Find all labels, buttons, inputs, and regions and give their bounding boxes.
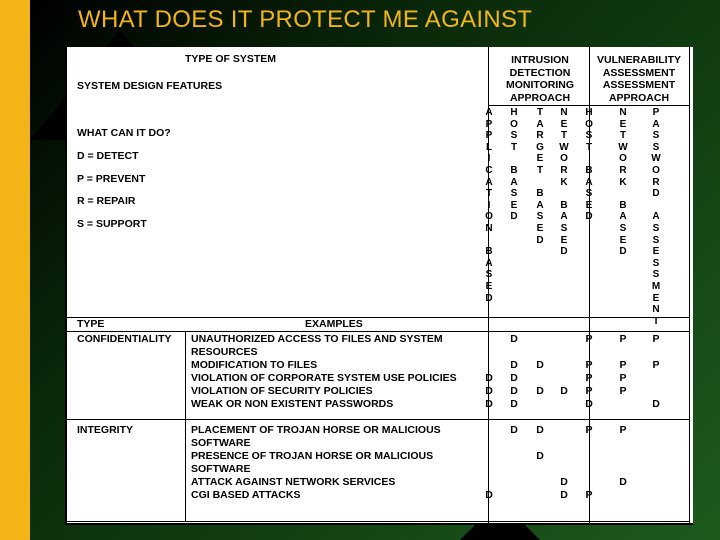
header-line: APPROACH (509, 91, 571, 104)
column-header-letter: A (619, 211, 627, 223)
column-header-gap (558, 188, 570, 200)
matrix-cell: D (485, 385, 493, 397)
matrix-cell: P (585, 359, 593, 371)
column-header-letter: W (618, 141, 628, 153)
example-text: WEAK OR NON EXISTENT PASSWORDS (191, 398, 394, 410)
column-header-letter: A (652, 118, 660, 130)
column-header-letter: D (560, 246, 568, 258)
column-header-letter: A (485, 257, 493, 269)
matrix-cell: D (510, 398, 518, 410)
column-header-letter: T (619, 130, 627, 142)
column-header-letter: D (585, 211, 593, 223)
column-header-letter: T (536, 164, 544, 176)
slide-title: WHAT DOES IT PROTECT ME AGAINST (78, 6, 533, 33)
matrix-cell: P (652, 333, 660, 345)
matrix-cell: D (510, 424, 518, 436)
column-header-letter: S (585, 130, 593, 142)
vertical-column-header (508, 107, 520, 223)
header-line: APPROACH (608, 91, 670, 104)
column-header-letter: S (652, 269, 660, 281)
header-line: VULNERABILITY (597, 54, 681, 66)
legend-detect: D = DETECT (77, 150, 139, 162)
column-header-letter: C (485, 164, 493, 176)
matrix-cell: D (485, 372, 493, 384)
example-text: RESOURCES (191, 346, 258, 358)
example-text: CGI BASED ATTACKS (191, 489, 301, 501)
column-header-letter: B (536, 188, 544, 200)
header-line: ASSESSMENT (602, 66, 676, 79)
matrix-cell: D (619, 476, 627, 488)
system-design-features-label: SYSTEM DESIGN FEATURES (77, 80, 223, 92)
protection-matrix-document (65, 47, 693, 525)
example-text: MODIFICATION TO FILES (191, 359, 318, 371)
example-text: VIOLATION OF SECURITY POLICIES (191, 385, 373, 397)
column-header-letter: A (536, 118, 544, 130)
column-header-letter: S (560, 222, 568, 234)
grid-line (67, 419, 690, 420)
example-text: UNAUTHORIZED ACCESS TO FILES AND SYSTEM (191, 333, 443, 345)
header-line: MONITORING (505, 79, 575, 91)
column-header-letter: T (536, 107, 544, 118)
column-header-letter: O (585, 118, 593, 130)
column-header-letter: T (485, 188, 493, 200)
column-header-letter: K (560, 176, 568, 188)
matrix-cell: D (536, 359, 544, 371)
column-header-letter: S (510, 130, 518, 142)
column-header-letter: E (585, 199, 593, 211)
vertical-column-header (650, 107, 662, 327)
example-text: SOFTWARE (191, 463, 251, 475)
matrix-cell: D (536, 385, 544, 397)
section-type-label: CONFIDENTIALITY (77, 333, 172, 345)
column-header-letter: R (652, 176, 660, 188)
background-accent-strip (0, 0, 30, 540)
column-header-letter: P (485, 130, 493, 142)
column-header-gap (483, 235, 495, 247)
column-header-letter: M (651, 280, 661, 292)
column-header-letter: H (585, 107, 593, 118)
header-line: DETECTION (509, 66, 571, 79)
column-header-letter: R (560, 164, 568, 176)
column-header-letter: S (652, 130, 660, 142)
matrix-cell: D (510, 333, 518, 345)
header-line: ASSESSMENT (602, 79, 676, 91)
column-header-letter: T (585, 141, 593, 153)
matrix-cell: P (585, 489, 593, 501)
column-header-letter: G (536, 141, 544, 153)
column-header-letter: S (652, 141, 660, 153)
matrix-cell: D (536, 424, 544, 436)
column-header-letter: B (619, 199, 627, 211)
column-header-letter: S (652, 234, 660, 246)
matrix-cell: P (585, 372, 593, 384)
column-header-letter: D (652, 188, 660, 200)
column-header-gap (508, 153, 520, 165)
column-header-letter: E (485, 280, 493, 292)
matrix-cell: D (485, 398, 493, 410)
column-header-letter: O (619, 153, 627, 165)
matrix-cell: P (585, 385, 593, 397)
matrix-cell: P (619, 359, 627, 371)
column-header-letter: O (510, 118, 518, 130)
column-header-letter: L (485, 141, 493, 153)
matrix-cell: P (585, 333, 593, 345)
column-header-letter: E (619, 234, 627, 246)
column-header-letter: S (485, 269, 493, 281)
column-header-gap (617, 188, 629, 200)
column-header-letter: K (619, 176, 627, 188)
legend-question: WHAT CAN IT DO? (77, 127, 171, 139)
grid-line (67, 331, 690, 332)
column-header-letter: D (536, 234, 544, 246)
matrix-cell: P (619, 385, 627, 397)
column-header-gap (534, 177, 546, 189)
column-header-letter: P (652, 107, 660, 118)
column-header-letter: N (619, 107, 627, 118)
column-header-letter: N (485, 222, 493, 234)
legend-prevent: P = PREVENT (77, 173, 146, 185)
grid-line (689, 47, 690, 523)
column-header-letter: E (560, 234, 568, 246)
type-column-header: TYPE (77, 318, 105, 330)
column-header-letter: S (619, 222, 627, 234)
column-header-letter: I (487, 153, 491, 165)
matrix-cell: D (485, 489, 493, 501)
column-header-letter: D (619, 246, 627, 258)
matrix-cell: D (536, 450, 544, 462)
column-header-letter: A (652, 211, 660, 223)
column-header-letter: D (485, 292, 493, 304)
column-header-letter: R (619, 164, 627, 176)
column-header-letter: H (510, 107, 518, 118)
column-header-letter: S (585, 188, 593, 200)
matrix-cell: P (652, 359, 660, 371)
matrix-cell: D (510, 385, 518, 397)
legend-repair: R = REPAIR (77, 195, 136, 207)
matrix-cell: D (560, 489, 568, 501)
column-header-letter: O (652, 164, 660, 176)
matrix-cell: D (652, 398, 660, 410)
column-header-letter: A (560, 211, 568, 223)
column-header-gap (583, 153, 595, 165)
example-text: PRESENCE OF TROJAN HORSE OR MALICIOUS (191, 450, 434, 462)
column-header-letter: B (585, 164, 593, 176)
column-header-letter: S (652, 257, 660, 269)
type-of-system-label: TYPE OF SYSTEM (185, 53, 277, 65)
grid-line (185, 331, 186, 521)
column-header-letter: A (485, 176, 493, 188)
matrix-cell: D (560, 385, 568, 397)
vertical-column-header (583, 107, 595, 223)
example-text: SOFTWARE (191, 437, 251, 449)
matrix-cell: D (560, 476, 568, 488)
column-header-letter: B (560, 199, 568, 211)
column-header-letter: D (510, 211, 518, 223)
column-header-letter: E (536, 153, 544, 165)
column-header-letter: W (559, 141, 569, 153)
example-text: PLACEMENT OF TROJAN HORSE OR MALICIOUS (191, 424, 441, 436)
column-header-letter: O (485, 211, 493, 223)
column-header-letter: T (560, 130, 568, 142)
vertical-column-header (617, 107, 629, 258)
column-header-letter: T (510, 141, 518, 153)
column-header-letter: E (536, 222, 544, 234)
column-header-letter: E (510, 199, 518, 211)
column-header-letter: A (536, 199, 544, 211)
column-header-letter: R (536, 130, 544, 142)
column-header-letter: E (560, 118, 568, 130)
vulnerability-assessment-header (589, 54, 689, 104)
matrix-cell: P (619, 333, 627, 345)
example-text: ATTACK AGAINST NETWORK SERVICES (191, 476, 396, 488)
column-header-letter: N (560, 107, 568, 118)
column-header-letter: W (651, 153, 661, 165)
examples-column-header: EXAMPLES (305, 318, 363, 330)
header-line: INTRUSION (511, 54, 569, 66)
grid-line (67, 317, 690, 318)
matrix-cell: D (510, 359, 518, 371)
grid-line (67, 521, 690, 522)
column-header-letter: E (652, 292, 660, 304)
column-header-letter: E (619, 118, 627, 130)
column-header-letter: A (585, 176, 593, 188)
intrusion-detection-header (491, 54, 589, 104)
section-type-label: INTEGRITY (77, 424, 134, 436)
column-header-letter: S (536, 211, 544, 223)
matrix-cell: D (585, 398, 593, 410)
matrix-cell: P (619, 372, 627, 384)
legend-support: S = SUPPORT (77, 218, 147, 230)
column-header-letter: A (510, 176, 518, 188)
vertical-column-header (558, 107, 570, 258)
matrix-cell: P (585, 424, 593, 436)
example-text: VIOLATION OF CORPORATE SYSTEM USE POLICIES (191, 372, 457, 384)
column-header-gap (650, 200, 662, 212)
vertical-column-header (534, 107, 546, 246)
matrix-cell: P (619, 424, 627, 436)
column-header-letter: S (652, 222, 660, 234)
column-header-letter: T (652, 315, 660, 327)
column-header-letter: B (485, 246, 493, 258)
column-header-letter: S (510, 188, 518, 200)
column-header-letter: B (510, 164, 518, 176)
column-header-letter: A (485, 107, 493, 118)
column-header-letter: P (485, 118, 493, 130)
column-header-letter: E (652, 246, 660, 258)
vertical-column-header (483, 107, 495, 304)
column-header-letter: O (560, 153, 568, 165)
column-header-letter: I (487, 199, 491, 211)
column-header-letter: N (652, 304, 660, 316)
matrix-cell: D (510, 372, 518, 384)
